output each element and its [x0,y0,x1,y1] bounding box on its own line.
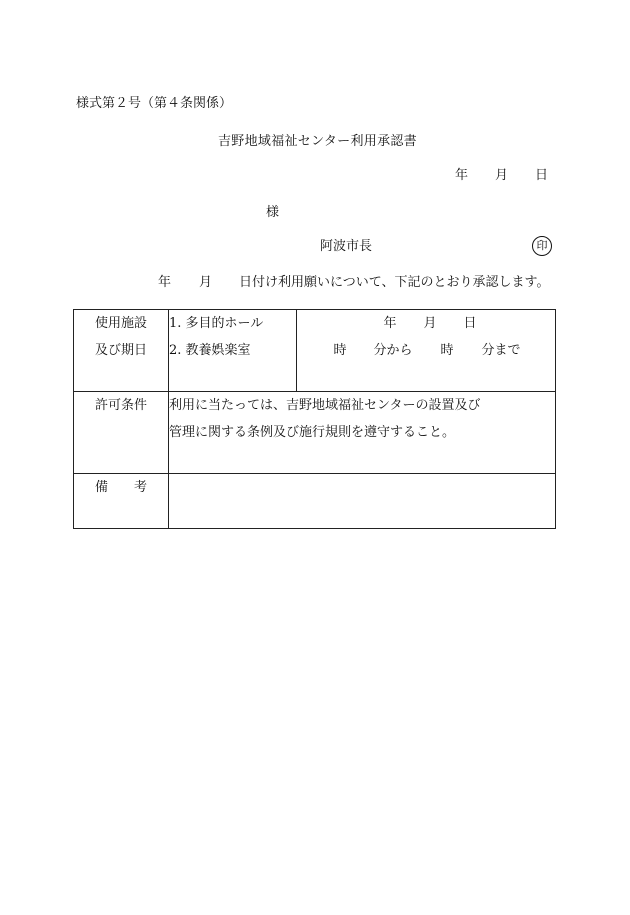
time-from-hour-label: 時 [333,343,347,358]
issuer-title: 阿波市長 [320,239,373,254]
schedule-time-line [297,337,555,364]
facility-option-1: 1. 多目的ホール [169,316,264,331]
schedule-cell [297,310,556,392]
facility-label-line1: 使用施設 [94,316,147,331]
date-day-label: 日 [535,168,549,183]
document-title: 吉野地域福祉センター利用承認書 [218,134,417,149]
remarks-label-cell [74,474,169,529]
conditions-text-cell [169,392,556,474]
facility-label-line2: 及び期日 [94,343,147,358]
remarks-label-char-2: 考 [134,480,148,495]
body-month-label: 月 [199,275,213,290]
facility-options-cell [169,310,297,392]
addressee-suffix: 様 [266,205,280,220]
remarks-value-cell [169,474,556,529]
schedule-year-label: 年 [383,316,397,331]
schedule-date-line [297,310,555,337]
facility-row [74,310,556,392]
issue-date [455,168,548,184]
seal-mark: 印 [532,236,552,256]
schedule-month-label: 月 [423,316,437,331]
date-month-label: 月 [495,168,509,183]
facility-label-cell [74,310,169,392]
time-to-minute-label: 分まで [481,343,521,358]
remarks-row [74,474,556,529]
approval-table [73,309,556,529]
date-year-label: 年 [455,168,469,183]
time-from-minute-label: 分から [373,343,413,358]
schedule-day-label: 日 [463,316,477,331]
body-year-label: 年 [158,275,172,290]
conditions-label: 許可条件 [94,398,147,413]
approval-statement [158,275,549,291]
body-rest-text: 日付け利用願いについて、下記のとおり承認します。 [239,275,550,290]
remarks-label [74,474,168,501]
facility-option-2: 2. 教養娯楽室 [169,343,251,358]
remarks-label-char-1: 備 [94,480,108,495]
conditions-line-2: 管理に関する条例及び施行規則を遵守すること。 [169,425,456,440]
conditions-label-cell [74,392,169,474]
conditions-row [74,392,556,474]
form-number: 様式第２号（第４条関係） [76,96,233,111]
time-to-hour-label: 時 [440,343,454,358]
conditions-line-1: 利用に当たっては、吉野地域福祉センターの設置及び [169,398,481,413]
